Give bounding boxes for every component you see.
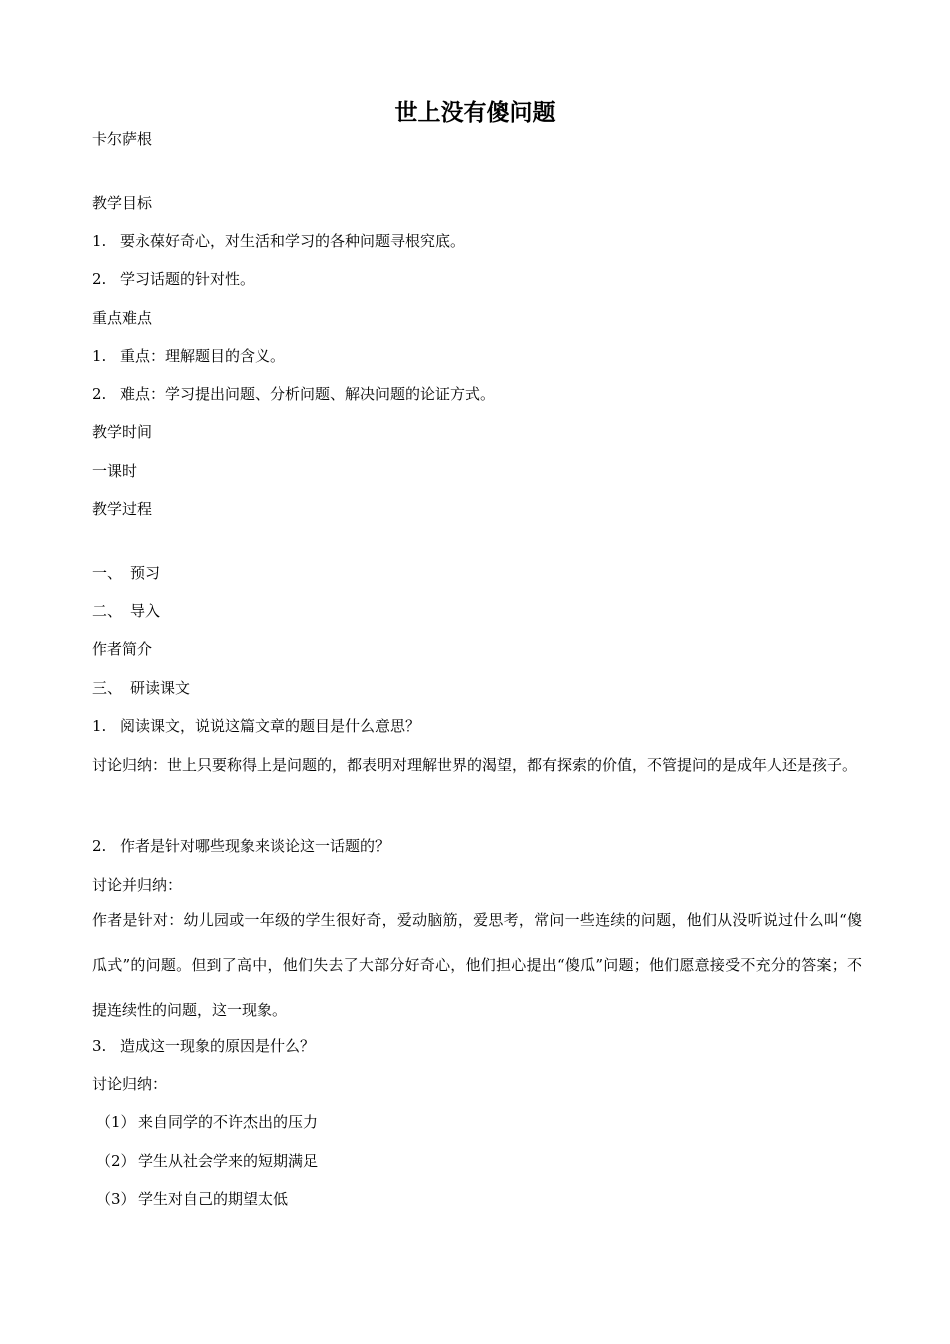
step-number: 二、 — [92, 602, 123, 620]
process-heading: 教学过程 — [92, 500, 153, 518]
goal-text: 学习话题的针对性。 — [120, 270, 256, 288]
reason-item — [92, 1112, 862, 1132]
reason-text: 来自同学的不许杰出的压力 — [138, 1113, 319, 1131]
goal-number: 2. — [92, 270, 107, 288]
time-value: 一课时 — [92, 462, 138, 480]
step-number: 三、 — [92, 679, 123, 697]
reason-number: （3） — [96, 1190, 136, 1208]
question-number: 2. — [92, 837, 107, 855]
reason-text: 学生从社会学来的短期满足 — [138, 1152, 319, 1170]
goal-item — [92, 231, 862, 251]
reason-number: （1） — [96, 1113, 136, 1131]
key-point-number: 2. — [92, 385, 107, 403]
key-points-heading: 重点难点 — [92, 309, 153, 327]
answer-label: 讨论归纳： — [92, 1075, 168, 1093]
reason-number: （2） — [96, 1152, 136, 1170]
goal-number: 1. — [92, 232, 107, 250]
document-title: 世上没有傻问题 — [394, 100, 556, 126]
step-text: 预习 — [130, 564, 161, 582]
key-point-item — [92, 384, 862, 404]
question-text: 造成这一现象的原因是什么？ — [120, 1037, 316, 1055]
step-text: 研读课文 — [130, 679, 191, 697]
question-number: 3. — [92, 1037, 107, 1055]
goals-heading: 教学目标 — [92, 194, 153, 212]
question-item — [92, 716, 862, 736]
key-point-text: 难点：学习提出问题、分析问题、解决问题的论证方式。 — [120, 385, 496, 403]
reason-item — [92, 1189, 862, 1209]
step-text: 导入 — [130, 602, 161, 620]
step-number: 一、 — [92, 564, 123, 582]
question-item — [92, 1036, 862, 1056]
question-text: 作者是针对哪些现象来谈论这一话题的？ — [120, 837, 391, 855]
goal-text: 要永葆好奇心，对生活和学习的各种问题寻根究底。 — [120, 232, 466, 250]
answer-label: 讨论并归纳： — [92, 876, 183, 894]
reason-text: 学生对自己的期望太低 — [138, 1190, 289, 1208]
author-line: 卡尔萨根 — [92, 130, 153, 148]
key-point-item — [92, 346, 862, 366]
question-number: 1. — [92, 717, 107, 735]
time-heading: 教学时间 — [92, 423, 153, 441]
step-item — [92, 678, 862, 698]
key-point-text: 重点：理解题目的含义。 — [120, 347, 286, 365]
question-item — [92, 836, 862, 856]
step-item — [92, 601, 862, 621]
goal-item — [92, 269, 862, 289]
answer-paragraph: 作者是针对：幼儿园或一年级的学生很好奇，爱动脑筋，爱思考，常问一些连续的问题，他们从没听说过什么叫“傻瓜式”的问题。但到了高中，他们失去了大部分好奇心，他们担心提出“傻瓜”问题；他们愿意接受不充分的答案；不提连续性的问题，这一现象。 — [92, 911, 862, 1019]
reason-item — [92, 1151, 862, 1171]
key-point-number: 1. — [92, 347, 107, 365]
author-intro-heading: 作者简介 — [92, 640, 153, 658]
step-item — [92, 563, 862, 583]
answer-paragraph: 讨论归纳：世上只要称得上是问题的，都表明对理解世界的渴望，都有探索的价值，不管提问的是成年人还是孩子。 — [92, 756, 858, 774]
question-text: 阅读课文，说说这篇文章的题目是什么意思？ — [120, 717, 421, 735]
